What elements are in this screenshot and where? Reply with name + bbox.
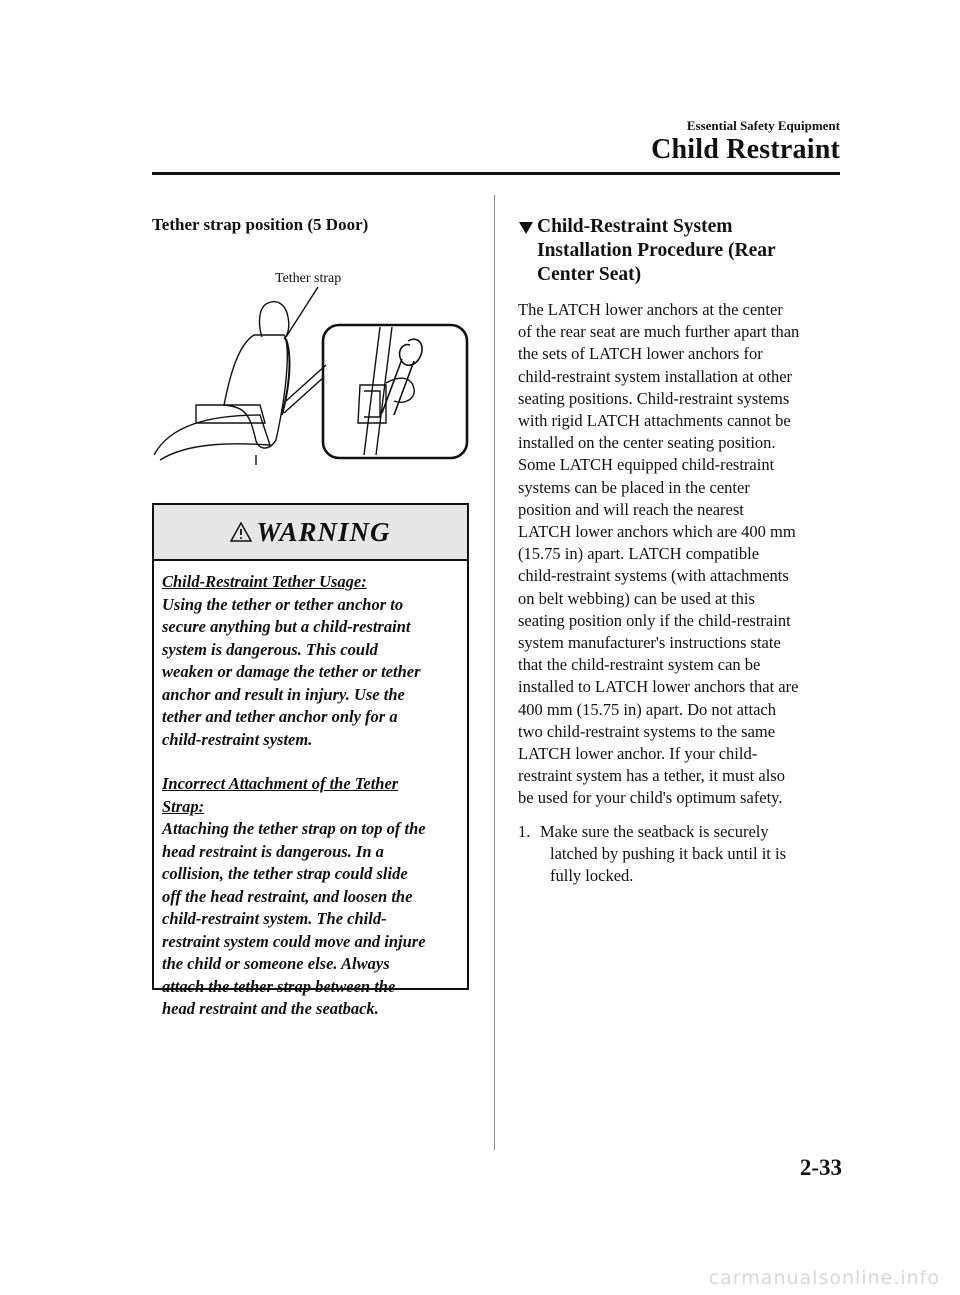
warning-box	[152, 503, 469, 1018]
step-number: 1.	[518, 821, 531, 841]
body-line: child-restraint systems (with attachments	[518, 566, 789, 586]
head-restraint	[260, 302, 289, 339]
section-title-line: Center Seat)	[537, 264, 642, 285]
callout-connector	[284, 365, 326, 413]
section-title-line: Child-Restraint System	[537, 216, 733, 237]
body-line: LATCH lower anchors which are 400 mm	[518, 522, 796, 542]
body-line: be used for your child's optimum safety.	[518, 788, 783, 808]
body-line: The LATCH lower anchors at the center	[518, 300, 783, 319]
page-title: Child Restraint	[651, 134, 840, 165]
seat-cushion	[154, 415, 270, 460]
tether-strap-illustration	[150, 265, 472, 465]
warning-line: head restraint is dangerous. In a	[162, 841, 384, 861]
watermark: carmanualsonline.info	[708, 1266, 940, 1289]
step-item	[518, 821, 843, 888]
figure-caption: Tether strap position (5 Door)	[152, 215, 369, 234]
body-line: that the child-restraint system can be	[518, 655, 761, 675]
body-line: 400 mm (15.75 in) apart. Do not attach	[518, 699, 776, 719]
warning-heading: Strap:	[162, 796, 205, 816]
body-line: Some LATCH equipped child-restraint	[518, 455, 775, 475]
body-line: system manufacturer's instructions state	[518, 633, 781, 653]
warning-body	[154, 561, 467, 1021]
body-line: on belt webbing) can be used at this	[518, 588, 755, 608]
warning-line: tether and tether anchor only for a	[162, 707, 398, 726]
body-line: two child-restraint systems to the same	[518, 721, 776, 741]
warning-line: off the head restraint, and loosen the	[162, 886, 413, 906]
figure-label-tether-strap: Tether strap	[275, 271, 342, 286]
section-title	[537, 215, 827, 287]
warning-line: attach the tether strap between the	[162, 976, 396, 996]
step-text	[540, 821, 830, 888]
warning-heading: Child-Restraint Tether Usage:	[162, 572, 367, 591]
warning-line: weaken or damage the tether or tether	[162, 662, 421, 681]
step-line: latched by pushing it back until it is	[550, 843, 787, 863]
warning-heading: Incorrect Attachment of the Tether	[162, 774, 399, 793]
body-line: with rigid LATCH attachments cannot be	[518, 411, 791, 431]
section-title-line: Installation Procedure (Rear	[537, 240, 776, 261]
warning-line: system is dangerous. This could	[162, 639, 378, 659]
warning-line: head restraint and the seatback.	[162, 999, 379, 1018]
header-rule	[152, 172, 840, 175]
step-line: fully locked.	[550, 866, 634, 886]
column-divider	[494, 195, 495, 1150]
detail-anchor-hook	[382, 339, 422, 415]
seatback	[224, 335, 287, 448]
body-line: the sets of LATCH lower anchors for	[518, 344, 763, 364]
header-section-name: Essential Safety Equipment	[686, 118, 840, 133]
warning-line: Using the tether or tether anchor to	[162, 594, 404, 614]
warning-line: anchor and result in injury. Use the	[162, 684, 405, 704]
body-line: systems can be placed in the center	[518, 477, 750, 497]
body-line: of the rear seat are much further apart than	[518, 322, 800, 342]
warning-header	[154, 505, 467, 561]
step-line: Make sure the seatback is securely	[540, 821, 769, 841]
section-heading	[518, 215, 843, 287]
body-line: restraint system has a tether, it must also	[518, 766, 785, 786]
right-column	[518, 215, 843, 887]
warning-line: restraint system could move and injure	[162, 931, 426, 951]
warning-line: the child or someone else. Always	[162, 954, 390, 973]
body-line: seating positions. Child-restraint systems	[518, 388, 790, 408]
warning-line: Attaching the tether strap on top of the	[162, 819, 426, 838]
zoom-callout-box	[323, 325, 467, 458]
body-line: seating position only if the child-restraint	[518, 610, 791, 630]
warning-line: child-restraint system. The child-	[162, 909, 387, 928]
body-line: child-restraint system installation at other	[518, 366, 793, 386]
figure-leader-line	[286, 287, 318, 337]
warning-line: collision, the tether strap could slide	[162, 864, 408, 883]
warning-label: WARNING	[256, 516, 391, 547]
warning-line: child-restraint system.	[162, 729, 313, 749]
body-line: (15.75 in) apart. LATCH compatible	[518, 544, 760, 564]
section-body	[518, 299, 843, 810]
body-line: LATCH lower anchor. If your child-	[518, 744, 758, 764]
body-line: installed to LATCH lower anchors that are	[518, 677, 799, 697]
page-number: 2-33	[799, 1155, 842, 1180]
warning-line: secure anything but a child-restraint	[162, 617, 411, 636]
triangle-bullet-icon	[518, 221, 534, 235]
body-line: position and will reach the nearest	[518, 499, 744, 519]
warning-triangle-icon	[230, 522, 252, 542]
body-line: installed on the center seating position.	[518, 433, 776, 453]
